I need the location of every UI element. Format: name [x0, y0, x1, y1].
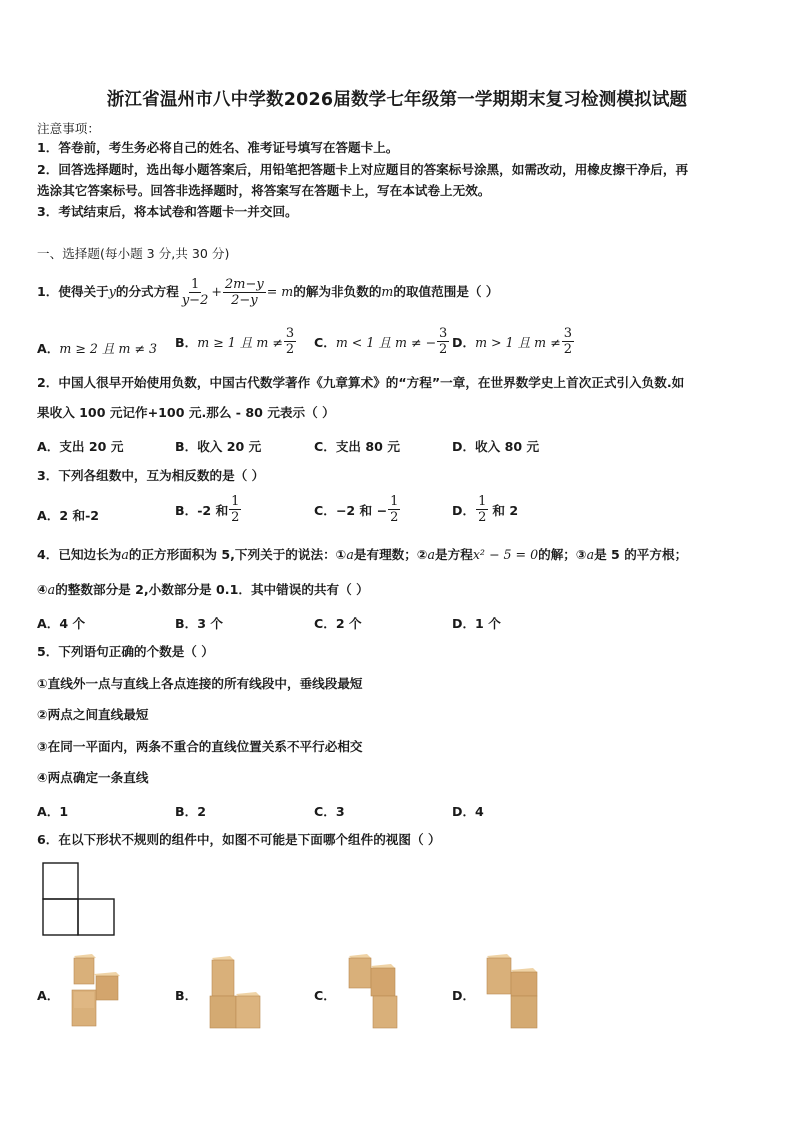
q6-option-a[interactable]: A．	[37, 988, 60, 1003]
q1-var-y: y	[108, 284, 116, 299]
q1-option-a[interactable]: A．m ≥ 2 且 m ≠ 3	[37, 341, 157, 356]
block-assembly-a	[68, 952, 128, 1032]
q5-option-b[interactable]: B．2	[175, 804, 206, 819]
block-b-bottom-right	[236, 992, 260, 1028]
question-4-stem-cont: ④a的整数部分是 2,小数部分是 0.1．其中错误的共有（ ）	[37, 582, 369, 597]
q3-option-c[interactable]: C．−2 和 − $\frac{1}{2}$	[314, 494, 399, 525]
q3-option-a[interactable]: A．2 和-2	[37, 508, 100, 523]
q6-option-c[interactable]: C．	[314, 988, 336, 1003]
q1-prefix: 1．使得关于	[37, 284, 109, 299]
block-b-top	[212, 956, 234, 996]
notice-heading: 注意事项：	[37, 121, 100, 136]
block-d-bottom	[511, 996, 537, 1028]
block-d-right	[511, 968, 537, 996]
block-a-bottom	[72, 990, 96, 1026]
notice-item-2-cont: 选涂其它答案标号。回答非选择题时，将答案写在答题卡上，写在本试卷上无效。	[37, 183, 491, 198]
section-heading: 一、选择题(每小题 3 分,共 30 分)	[37, 246, 230, 261]
q1-fraction-1: $\frac{1}{y-2}$	[181, 276, 209, 308]
q1-plus: +	[211, 284, 222, 299]
q1-var-m: m	[381, 284, 394, 299]
q1-fraction-2: $\frac{2m-y}{2-y}$	[224, 276, 264, 308]
page-title: 浙江省温州市八中学数2026届数学七年级第一学期期末复习检测模拟试题	[106, 90, 688, 110]
view-square-top	[43, 863, 78, 899]
q6-option-d[interactable]: D．	[452, 988, 476, 1003]
question-3-stem: 3．下列各组数中，互为相反数的是（ ）	[37, 468, 265, 483]
q2-option-c[interactable]: C．支出 80 元	[314, 439, 400, 454]
q4-option-a[interactable]: A．4 个	[37, 616, 86, 631]
q3-option-b[interactable]: B．-2 和 $\frac{1}{2}$	[175, 494, 240, 525]
q5-option-c[interactable]: C．3	[314, 804, 345, 819]
q6-option-b[interactable]: B．	[175, 988, 198, 1003]
q5-statement-3: ③在同一平面内，两条不重合的直线位置关系不平行必相交	[37, 739, 363, 754]
question-2-stem-cont: 果收入 100 元记作+100 元.那么 - 80 元表示（ ）	[37, 405, 335, 420]
q4-option-d[interactable]: D．1 个	[452, 616, 501, 631]
q1-option-b[interactable]: B． m ≥ 1 且 m ≠ $\frac{3}{2}$	[175, 326, 295, 357]
q3-option-d[interactable]: D． $\frac{1}{2}$ 和 2	[452, 494, 519, 525]
block-b-bottom-left	[210, 996, 236, 1028]
q1-mid: 的分式方程	[115, 284, 179, 299]
question-6-stem: 6．在以下形状不规则的组件中，如图不可能是下面哪个组件的视图（ ）	[37, 832, 441, 847]
q1-suffix-1: 的解为非负数的	[293, 284, 382, 299]
q2-option-d[interactable]: D．收入 80 元	[452, 439, 540, 454]
q4-option-b[interactable]: B．3 个	[175, 616, 223, 631]
q5-statement-1: ①直线外一点与直线上各点连接的所有线段中，垂线段最短	[37, 676, 363, 691]
view-square-bottom-left	[43, 899, 78, 935]
block-c-bottom	[373, 996, 397, 1028]
q5-option-d[interactable]: D．4	[452, 804, 484, 819]
question-2-stem: 2．中国人很早开始使用负数，中国古代数学著作《九章算术》的“方程”一章，在世界数学史上首次正式引入负数.如	[37, 375, 685, 390]
q5-statement-2: ②两点之间直线最短	[37, 707, 149, 722]
block-a-top	[74, 954, 96, 984]
notice-item-2: 2．回答选择题时，选出每小题答案后，用铅笔把答题卡上对应题目的答案标号涂黑，如需改动，用橡皮擦干净后，再	[37, 162, 689, 177]
notice-item-3: 3．考试结束后，将本试卷和答题卡一并交回。	[37, 204, 298, 219]
q5-statement-4: ④两点确定一条直线	[37, 770, 149, 785]
q2-option-a[interactable]: A．支出 20 元	[37, 439, 124, 454]
q4-option-c[interactable]: C．2 个	[314, 616, 362, 631]
notice-item-1: 1．答卷前，考生务必将自己的姓名、准考证号填写在答题卡上。	[37, 140, 399, 155]
view-diagram	[42, 862, 117, 937]
view-square-bottom-right	[78, 899, 114, 935]
block-assembly-d	[483, 952, 545, 1032]
q1-option-d[interactable]: D． m > 1 且 m ≠ $\frac{3}{2}$	[452, 326, 572, 357]
q2-option-b[interactable]: B．收入 20 元	[175, 439, 262, 454]
block-assembly-b	[206, 956, 266, 1032]
q1-equals: = m	[266, 284, 294, 299]
block-a-right	[94, 972, 120, 1000]
question-1-stem	[37, 272, 499, 312]
q1-suffix-2: 的取值范围是（ ）	[393, 284, 499, 299]
block-assembly-c	[345, 952, 405, 1032]
q5-option-a[interactable]: A．1	[37, 804, 69, 819]
block-d-top	[487, 954, 511, 994]
q1-option-c[interactable]: C． m < 1 且 m ≠ − $\frac{3}{2}$	[314, 326, 448, 357]
block-c-top-left	[349, 954, 371, 988]
question-5-stem: 5．下列语句正确的个数是（ ）	[37, 644, 214, 659]
question-4-stem: 4．已知边长为a的正方形面积为 5,下列关于的说法：①a是有理数；②a是方程x² − 5 = 0的解；③a是 5 的平方根；	[37, 547, 688, 562]
block-c-top-right	[371, 964, 395, 996]
